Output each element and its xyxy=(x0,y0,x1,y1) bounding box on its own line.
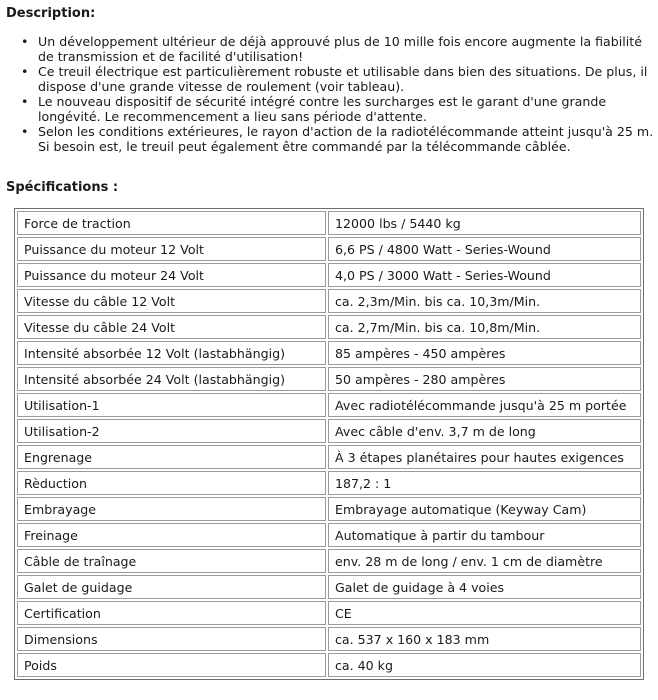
spec-value: À 3 étapes planétaires pour hautes exigences xyxy=(328,445,641,469)
spec-label: Engrenage xyxy=(17,445,326,469)
spec-label: Vitesse du câble 12 Volt xyxy=(17,289,326,313)
spec-value: Embrayage automatique (Keyway Cam) xyxy=(328,497,641,521)
spec-label: Puissance du moteur 12 Volt xyxy=(17,237,326,261)
spec-value: ca. 537 x 160 x 183 mm xyxy=(328,627,641,651)
spec-value: 187,2 : 1 xyxy=(328,471,641,495)
table-row xyxy=(17,497,641,521)
spec-label: Puissance du moteur 24 Volt xyxy=(17,263,326,287)
specifications-heading: Spécifications : xyxy=(6,180,119,195)
description-heading: Description: xyxy=(6,6,96,21)
description-bullet: • Selon les conditions extérieures, le rayon d'action de la radiotélécommande atteint jusqu'à 25 m. Si besoin est, le treuil peut également être commandé par la télécommande câblée. xyxy=(14,124,654,154)
table-row xyxy=(17,237,641,261)
spec-label: Freinage xyxy=(17,523,326,547)
table-row xyxy=(17,211,641,235)
table-row xyxy=(17,341,641,365)
spec-label: Utilisation-2 xyxy=(17,419,326,443)
spec-label: Câble de traînage xyxy=(17,549,326,573)
spec-value: 4,0 PS / 3000 Watt - Series-Wound xyxy=(328,263,641,287)
table-row xyxy=(17,445,641,469)
table-row xyxy=(17,653,641,677)
description-list xyxy=(14,34,654,154)
table-row xyxy=(17,393,641,417)
spec-label: Dimensions xyxy=(17,627,326,651)
spec-value: CE xyxy=(328,601,641,625)
table-row xyxy=(17,419,641,443)
description-bullet: • Le nouveau dispositif de sécurité intégré contre les surcharges est le garant d'une grande longévité. Le recommencement a lieu sans période d'attente. xyxy=(14,94,654,124)
table-row xyxy=(17,315,641,339)
spec-label: Force de traction xyxy=(17,211,326,235)
spec-value: 85 ampères - 450 ampères xyxy=(328,341,641,365)
table-row xyxy=(17,549,641,573)
description-bullet: • Ce treuil électrique est particulièrement robuste et utilisable dans bien des situations. De plus, il dispose d'une grande vitesse de roulement (voir tableau). xyxy=(14,64,654,94)
spec-label: Poids xyxy=(17,653,326,677)
spec-label: Galet de guidage xyxy=(17,575,326,599)
spec-value: Avec radiotélécommande jusqu'à 25 m portée xyxy=(328,393,641,417)
spec-value: Galet de guidage à 4 voies xyxy=(328,575,641,599)
table-row xyxy=(17,263,641,287)
table-row xyxy=(17,601,641,625)
spec-value: ca. 2,3m/Min. bis ca. 10,3m/Min. xyxy=(328,289,641,313)
spec-label: Embrayage xyxy=(17,497,326,521)
spec-value: Automatique à partir du tambour xyxy=(328,523,641,547)
spec-value: Avec câble d'env. 3,7 m de long xyxy=(328,419,641,443)
table-row xyxy=(17,471,641,495)
table-row xyxy=(17,289,641,313)
spec-label: Utilisation-1 xyxy=(17,393,326,417)
table-row xyxy=(17,523,641,547)
spec-value: 12000 lbs / 5440 kg xyxy=(328,211,641,235)
spec-value: env. 28 m de long / env. 1 cm de diamètre xyxy=(328,549,641,573)
description-bullet: • Un développement ultérieur de déjà approuvé plus de 10 mille fois encore augmente la fiabilité de transmission et de facilité d'utilisation! xyxy=(14,34,654,64)
spec-value: 50 ampères - 280 ampères xyxy=(328,367,641,391)
specifications-table xyxy=(14,208,644,680)
spec-label: Vitesse du câble 24 Volt xyxy=(17,315,326,339)
spec-value: ca. 40 kg xyxy=(328,653,641,677)
table-row xyxy=(17,367,641,391)
spec-value: ca. 2,7m/Min. bis ca. 10,8m/Min. xyxy=(328,315,641,339)
spec-label: Intensité absorbée 24 Volt (lastabhängig) xyxy=(17,367,326,391)
spec-label: Intensité absorbée 12 Volt (lastabhängig) xyxy=(17,341,326,365)
spec-label: Rèduction xyxy=(17,471,326,495)
spec-label: Certification xyxy=(17,601,326,625)
table-row xyxy=(17,627,641,651)
table-row xyxy=(17,575,641,599)
spec-value: 6,6 PS / 4800 Watt - Series-Wound xyxy=(328,237,641,261)
